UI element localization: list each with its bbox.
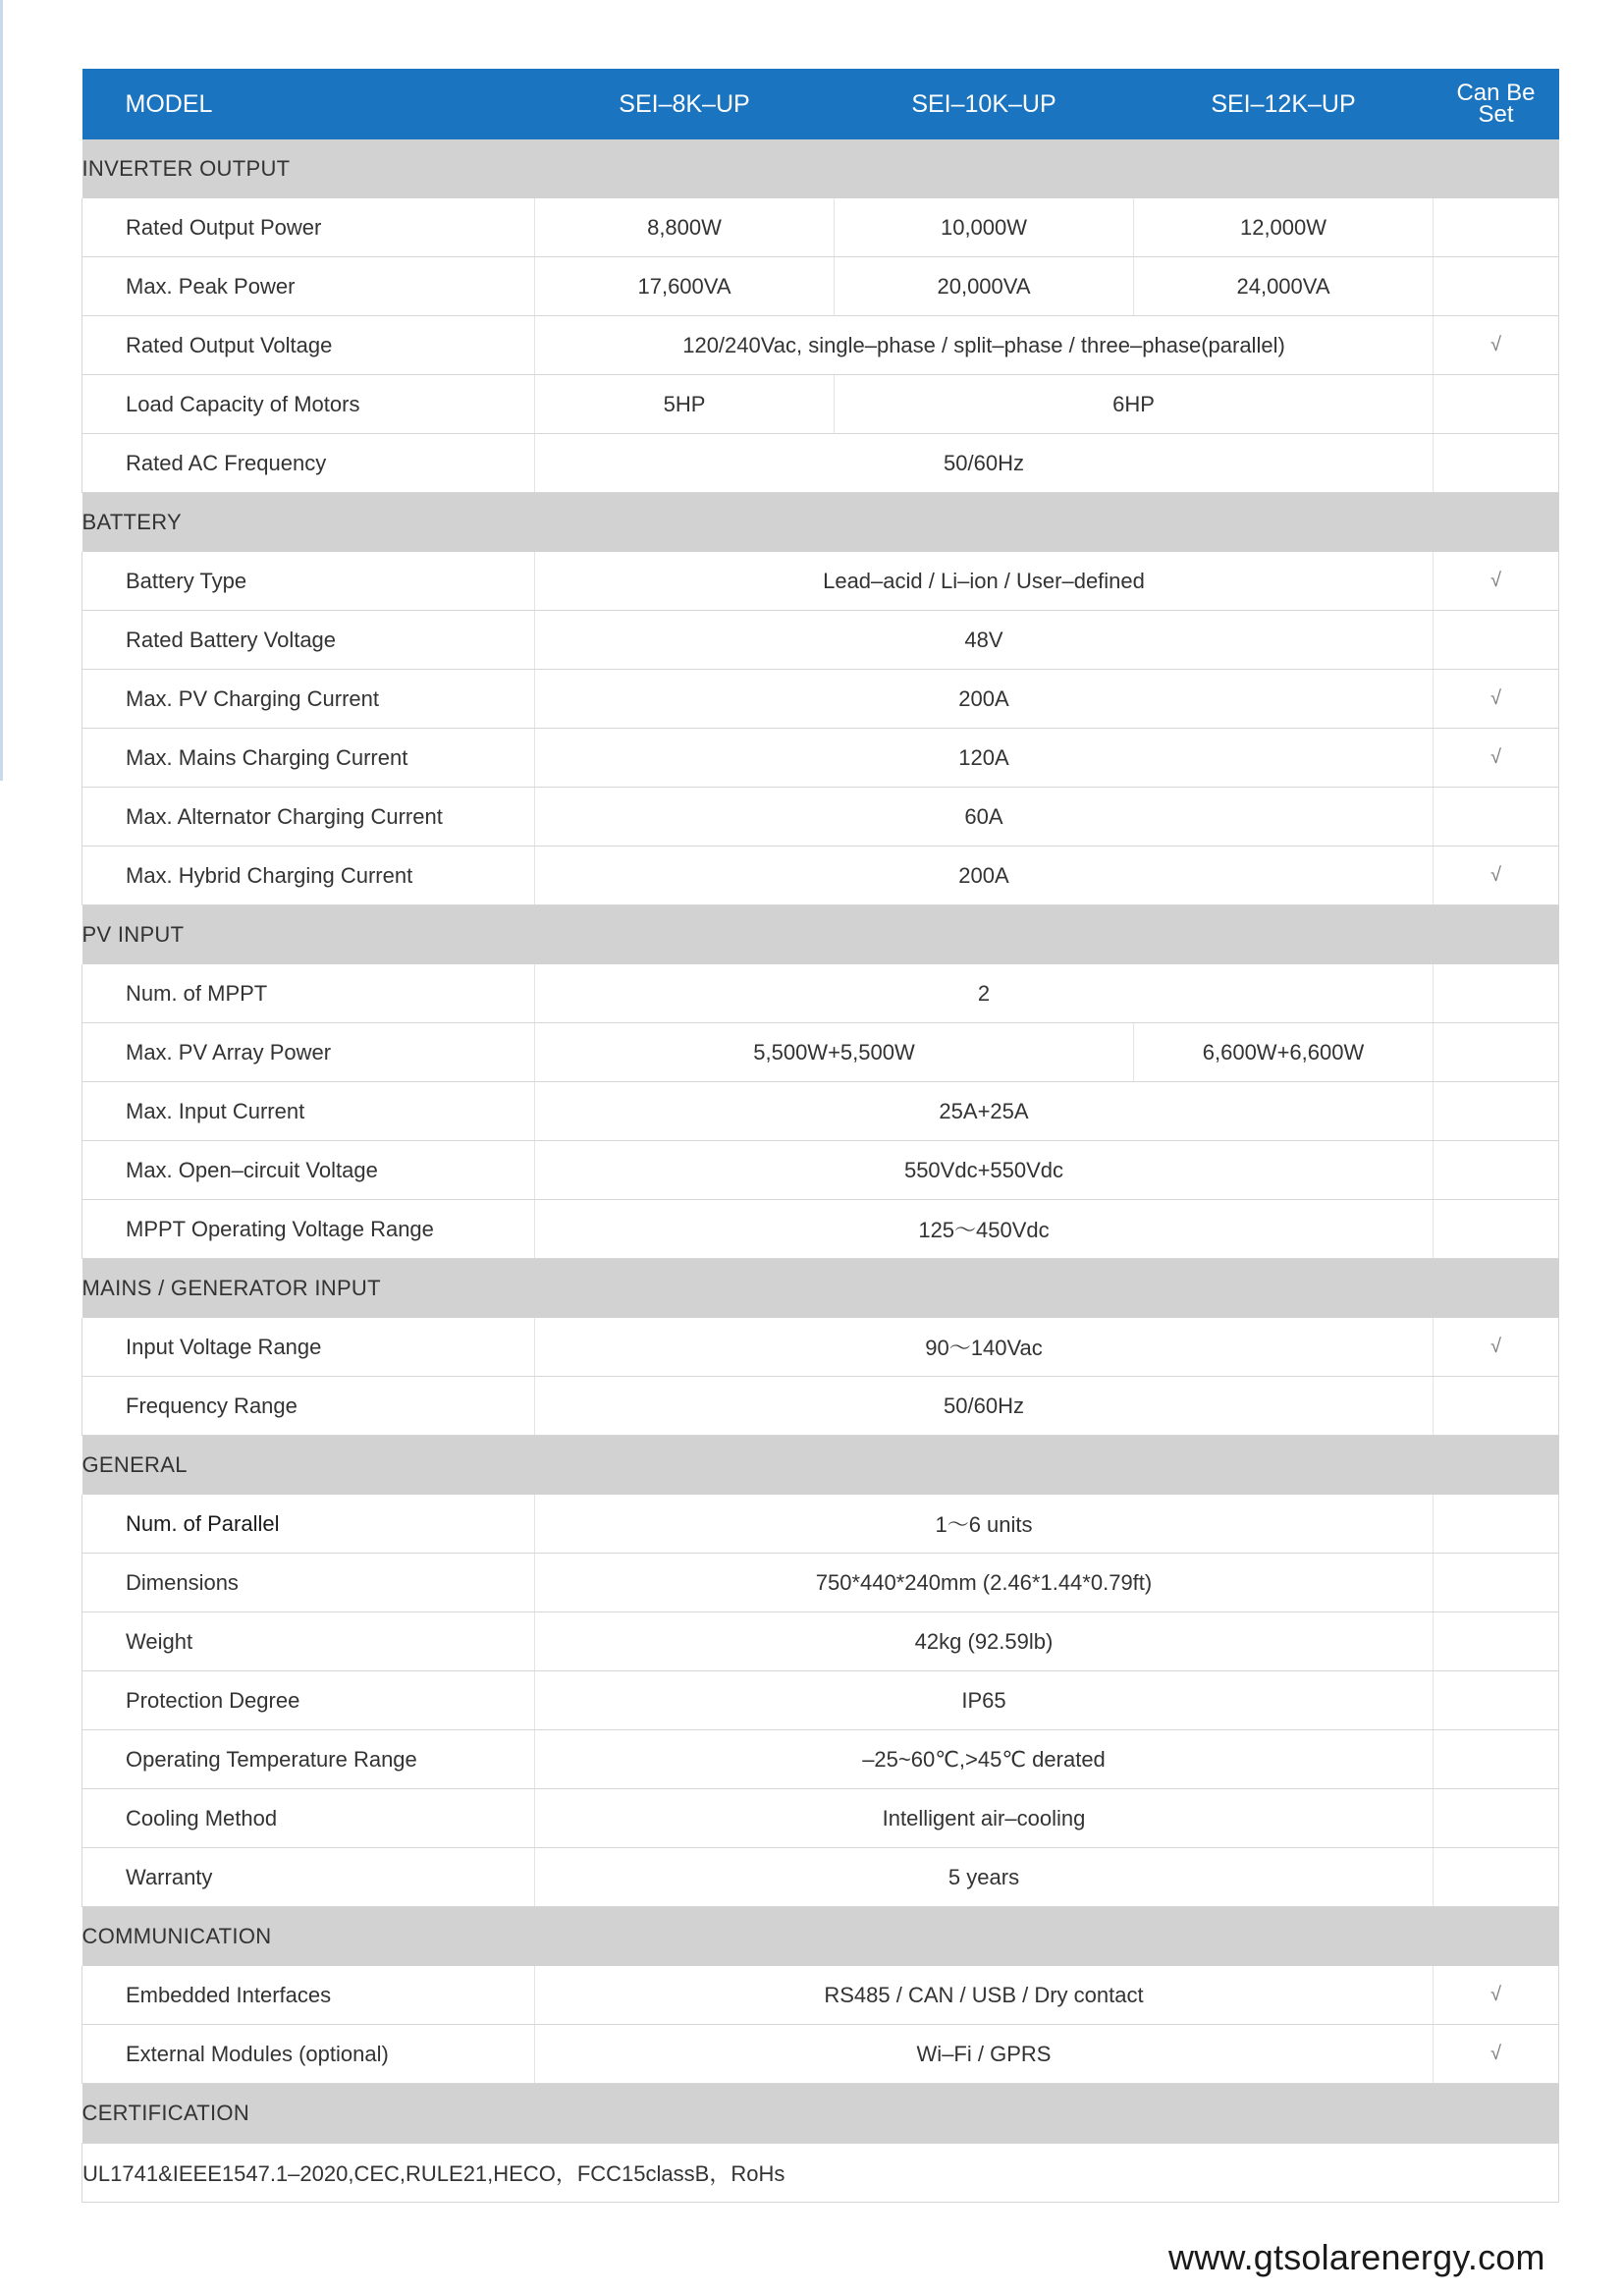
row-label: Max. PV Charging Current [82, 670, 535, 729]
cell-all-models: 550Vdc+550Vdc [535, 1141, 1434, 1200]
table-row [82, 670, 1559, 729]
row-label: Battery Type [82, 552, 535, 611]
cell-all-models: 48V [535, 611, 1434, 670]
cell-can-be-set [1434, 964, 1559, 1023]
certification-value: UL1741&IEEE1547.1–2020,CEC,RULE21,HECO，FCC15classB，RoHs [82, 2144, 1559, 2203]
cell-all-models: 750*440*240mm (2.46*1.44*0.79ft) [535, 1554, 1434, 1612]
row-label: Max. Input Current [82, 1082, 535, 1141]
cell-all-models: 2 [535, 964, 1434, 1023]
row-label: Rated AC Frequency [82, 434, 535, 493]
cell-can-be-set [1434, 1554, 1559, 1612]
cell-all-models: Lead–acid / Li–ion / User–defined [535, 552, 1434, 611]
cell-8k: 17,600VA [535, 257, 835, 316]
certification-row [82, 2144, 1559, 2203]
cell-10k: 20,000VA [835, 257, 1134, 316]
cell-all-models: 120/240Vac, single–phase / split–phase / three–phase(parallel) [535, 316, 1434, 375]
row-label: Warranty [82, 1848, 535, 1907]
cell-all-models: 125～450Vdc [535, 1200, 1434, 1259]
row-label: Input Voltage Range [82, 1318, 535, 1377]
row-label: Rated Output Power [82, 198, 535, 257]
cell-can-be-set [1434, 1023, 1559, 1082]
table-row [82, 1966, 1559, 2025]
table-row [82, 2025, 1559, 2084]
checkmark-icon: √ [1434, 1318, 1559, 1377]
cell-can-be-set [1434, 1671, 1559, 1730]
cell-all-models: –25~60℃,>45℃ derated [535, 1730, 1434, 1789]
row-label: Max. Open–circuit Voltage [82, 1141, 535, 1200]
table-row [82, 611, 1559, 670]
row-label: Max. Hybrid Charging Current [82, 847, 535, 905]
row-label: External Modules (optional) [82, 2025, 535, 2084]
section-title: MAINS / GENERATOR INPUT [82, 1259, 1559, 1319]
cell-all-models: 50/60Hz [535, 1377, 1434, 1436]
cell-can-be-set [1434, 434, 1559, 493]
row-label: Rated Output Voltage [82, 316, 535, 375]
header-model-10k: SEI–10K–UP [835, 69, 1134, 139]
header-can-be-set [1434, 69, 1559, 139]
row-label: Max. Mains Charging Current [82, 729, 535, 788]
table-row [82, 1200, 1559, 1259]
row-label: MPPT Operating Voltage Range [82, 1200, 535, 1259]
section-inverter-output [82, 139, 1559, 198]
row-label: Load Capacity of Motors [82, 375, 535, 434]
checkmark-icon: √ [1434, 847, 1559, 905]
cell-all-models: Intelligent air–cooling [535, 1789, 1434, 1848]
cell-all-models: 5 years [535, 1848, 1434, 1907]
cell-can-be-set [1434, 257, 1559, 316]
cell-all-models: RS485 / CAN / USB / Dry contact [535, 1966, 1434, 2025]
row-label: Max. PV Array Power [82, 1023, 535, 1082]
table-row [82, 729, 1559, 788]
cell-all-models: 120A [535, 729, 1434, 788]
cell-all-models: Wi–Fi / GPRS [535, 2025, 1434, 2084]
cell-all-models: 42kg (92.59lb) [535, 1612, 1434, 1671]
checkmark-icon: √ [1434, 1966, 1559, 2025]
table-row [82, 198, 1559, 257]
table-row [82, 1377, 1559, 1436]
table-row [82, 316, 1559, 375]
row-label: Cooling Method [82, 1789, 535, 1848]
table-row [82, 964, 1559, 1023]
section-communication [82, 1907, 1559, 1967]
row-label: Num. of Parallel [82, 1495, 535, 1554]
row-label: Weight [82, 1612, 535, 1671]
table-row [82, 1141, 1559, 1200]
checkmark-icon: √ [1434, 670, 1559, 729]
row-label: Max. Peak Power [82, 257, 535, 316]
row-label: Embedded Interfaces [82, 1966, 535, 2025]
section-title: PV INPUT [82, 905, 1559, 965]
section-title: INVERTER OUTPUT [82, 139, 1559, 198]
cell-8k: 5HP [535, 375, 835, 434]
row-label: Operating Temperature Range [82, 1730, 535, 1789]
section-title: BATTERY [82, 493, 1559, 553]
header-can-be-set-line1: Can Be [1456, 80, 1536, 106]
cell-all-models: 50/60Hz [535, 434, 1434, 493]
cell-10k-12k: 6HP [835, 375, 1434, 434]
table-row [82, 788, 1559, 847]
table-row [82, 1554, 1559, 1612]
page-edge-line [0, 0, 3, 781]
section-pv-input [82, 905, 1559, 965]
table-row [82, 1612, 1559, 1671]
checkmark-icon: √ [1434, 316, 1559, 375]
table-row [82, 1848, 1559, 1907]
row-label: Dimensions [82, 1554, 535, 1612]
cell-all-models: 1～6 units [535, 1495, 1434, 1554]
header-model-8k: SEI–8K–UP [535, 69, 835, 139]
row-label: Num. of MPPT [82, 964, 535, 1023]
header-model-12k: SEI–12K–UP [1134, 69, 1434, 139]
table-row [82, 1318, 1559, 1377]
cell-12k: 6,600W+6,600W [1134, 1023, 1434, 1082]
section-title: GENERAL [82, 1436, 1559, 1496]
table-row [82, 1082, 1559, 1141]
cell-all-models: 200A [535, 670, 1434, 729]
cell-all-models: 60A [535, 788, 1434, 847]
table-row [82, 434, 1559, 493]
header-can-be-set-line2: Set [1478, 101, 1514, 128]
cell-can-be-set [1434, 1377, 1559, 1436]
section-title: CERTIFICATION [82, 2084, 1559, 2144]
cell-all-models: 200A [535, 847, 1434, 905]
cell-can-be-set [1434, 1789, 1559, 1848]
cell-can-be-set [1434, 611, 1559, 670]
checkmark-icon: √ [1434, 2025, 1559, 2084]
table-row [82, 1730, 1559, 1789]
cell-12k: 24,000VA [1134, 257, 1434, 316]
table-header-row [82, 69, 1559, 139]
website-url: www.gtsolarenergy.com [1168, 2237, 1545, 2277]
row-label: Protection Degree [82, 1671, 535, 1730]
cell-all-models: 90～140Vac [535, 1318, 1434, 1377]
cell-can-be-set [1434, 198, 1559, 257]
table-row [82, 257, 1559, 316]
cell-can-be-set [1434, 1848, 1559, 1907]
table-row [82, 847, 1559, 905]
cell-can-be-set [1434, 1730, 1559, 1789]
cell-can-be-set [1434, 788, 1559, 847]
table-row [82, 1495, 1559, 1554]
spec-table [81, 69, 1559, 2203]
table-row [82, 1789, 1559, 1848]
cell-8k-10k: 5,500W+5,500W [535, 1023, 1134, 1082]
table-row [82, 1023, 1559, 1082]
checkmark-icon: √ [1434, 729, 1559, 788]
table-row [82, 552, 1559, 611]
row-label: Frequency Range [82, 1377, 535, 1436]
cell-10k: 10,000W [835, 198, 1134, 257]
cell-can-be-set [1434, 1612, 1559, 1671]
cell-can-be-set [1434, 1082, 1559, 1141]
cell-12k: 12,000W [1134, 198, 1434, 257]
section-certification [82, 2084, 1559, 2144]
header-model: MODEL [82, 69, 535, 139]
section-title: COMMUNICATION [82, 1907, 1559, 1967]
checkmark-icon: √ [1434, 552, 1559, 611]
table-row [82, 375, 1559, 434]
row-label: Rated Battery Voltage [82, 611, 535, 670]
cell-can-be-set [1434, 1141, 1559, 1200]
cell-can-be-set [1434, 375, 1559, 434]
section-general [82, 1436, 1559, 1496]
cell-can-be-set [1434, 1200, 1559, 1259]
cell-all-models: IP65 [535, 1671, 1434, 1730]
table-row [82, 1671, 1559, 1730]
row-label: Max. Alternator Charging Current [82, 788, 535, 847]
cell-can-be-set [1434, 1495, 1559, 1554]
section-battery [82, 493, 1559, 553]
cell-all-models: 25A+25A [535, 1082, 1434, 1141]
section-mains-generator-input [82, 1259, 1559, 1319]
cell-8k: 8,800W [535, 198, 835, 257]
